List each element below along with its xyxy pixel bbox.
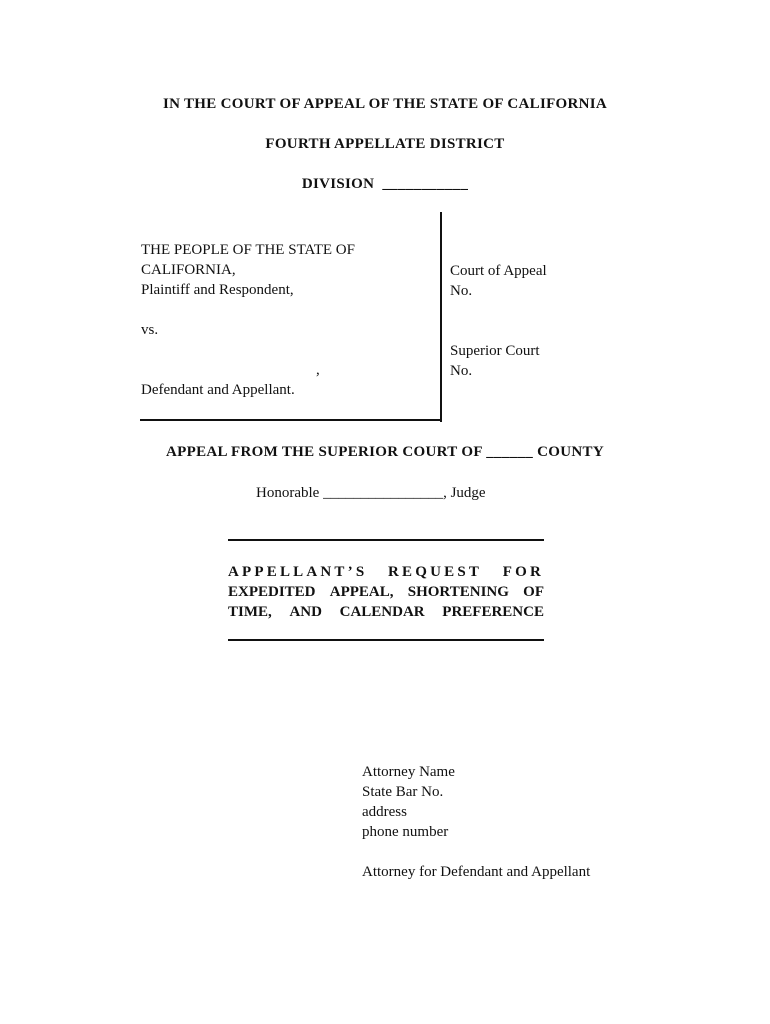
title-bottom-rule <box>228 639 544 641</box>
caption-party-line2: CALIFORNIA, <box>141 262 236 278</box>
attorney-bar-number: State Bar No. <box>362 784 444 800</box>
judge-label: , Judge <box>443 485 486 501</box>
caption-defendant-role: Defendant and Appellant. <box>141 382 295 398</box>
title-word: APPELLANT’S <box>228 564 368 580</box>
judge-blank[interactable]: ________________ <box>323 485 444 501</box>
attorney-name: Attorney Name <box>362 764 455 780</box>
caption-party-line1: THE PEOPLE OF THE STATE OF <box>141 242 355 258</box>
district-heading: FOURTH APPELLATE DISTRICT <box>265 136 505 152</box>
title-word: REQUEST <box>388 564 483 580</box>
title-line-2 <box>228 582 544 602</box>
county-blank[interactable]: ______ <box>486 444 534 460</box>
title-line-1 <box>228 562 544 582</box>
caption-defendant-name-comma: , <box>316 362 320 378</box>
caption-party-role: Plaintiff and Respondent, <box>141 282 294 298</box>
title-word: OF <box>523 584 544 600</box>
attorney-address: address <box>362 804 407 820</box>
caption-vertical-rule <box>440 212 442 422</box>
appeal-court-label: Court of Appeal <box>450 263 547 279</box>
appeal-court-number: No. <box>450 283 473 299</box>
title-word: PREFERENCE <box>442 604 544 620</box>
title-word: TIME, <box>228 604 272 620</box>
appeal-from-text: APPEAL FROM THE SUPERIOR COURT OF <box>166 444 483 460</box>
appeal-from-line <box>0 444 770 461</box>
title-word: APPEAL, <box>329 584 394 600</box>
title-word: CALENDAR <box>339 604 425 620</box>
judge-line <box>256 483 486 503</box>
division-heading <box>0 176 770 193</box>
document-title <box>228 562 544 622</box>
attorney-phone: phone number <box>362 824 449 840</box>
attorney-role: Attorney for Defendant and Appellant <box>362 864 591 880</box>
division-label: DIVISION <box>301 176 375 192</box>
superior-court-number: No. <box>450 363 473 379</box>
court-heading: IN THE COURT OF APPEAL OF THE STATE OF CALIFORNIA <box>162 96 608 112</box>
superior-court-label: Superior Court <box>450 343 540 359</box>
title-word: EXPEDITED <box>228 584 316 600</box>
honorable-label: Honorable <box>256 485 320 501</box>
county-label: COUNTY <box>537 444 604 460</box>
caption-horizontal-rule <box>140 419 442 421</box>
caption-vs: vs. <box>141 322 159 338</box>
title-line-3 <box>228 602 544 622</box>
title-word: AND <box>289 604 322 620</box>
division-blank[interactable]: ___________ <box>382 176 469 192</box>
title-word: FOR <box>502 564 544 580</box>
title-word: SHORTENING <box>407 584 509 600</box>
title-top-rule <box>228 539 544 541</box>
